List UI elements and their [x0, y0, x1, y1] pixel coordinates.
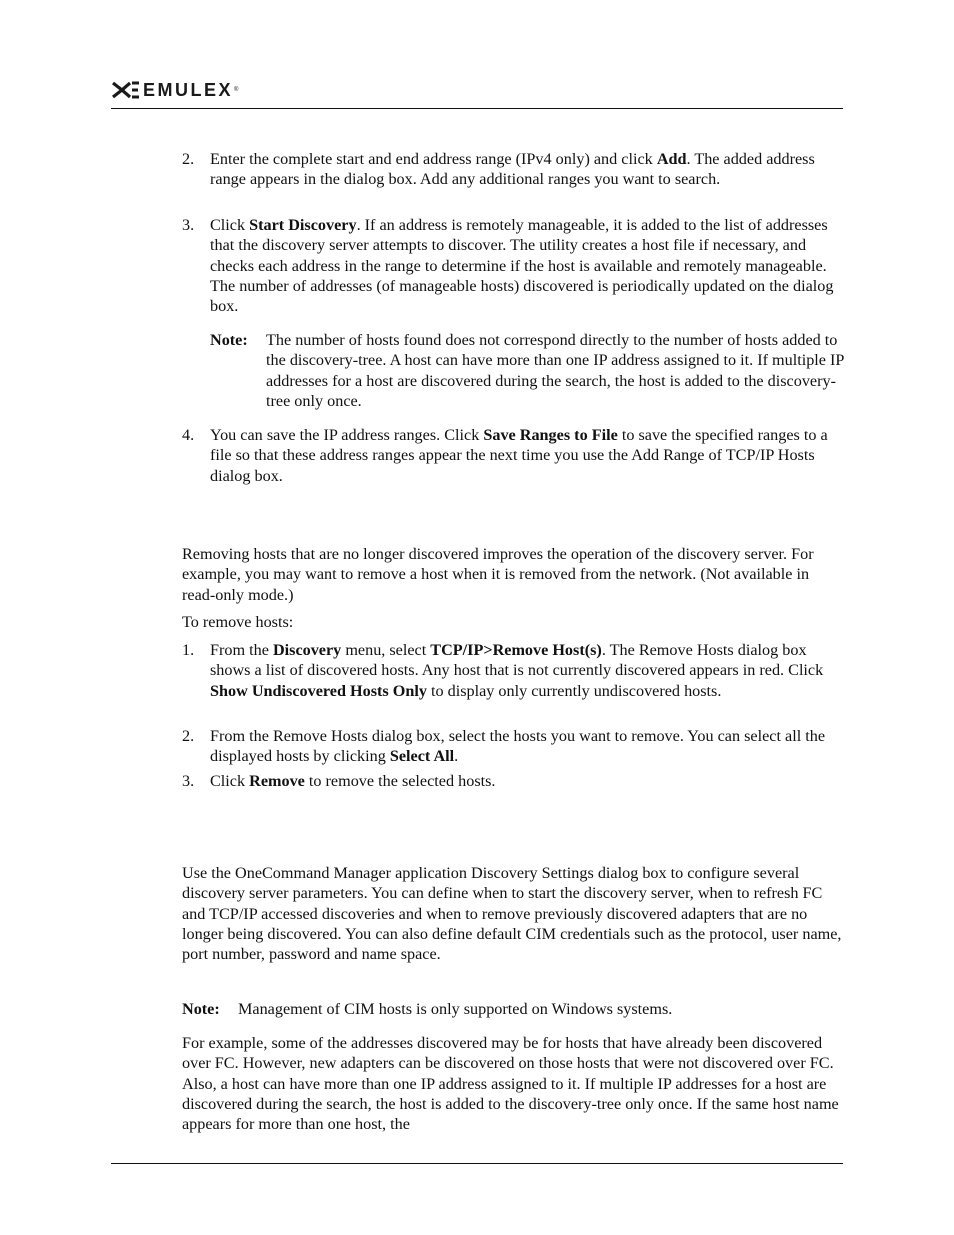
ui-term: Save Ranges to File [483, 426, 618, 444]
step-text: From the Discovery menu, select TCP/IP>Remove Host(s). The Remove Hosts dialog box shows a list of discovered hosts. Any host that is not currently discovered appears in red. Click Show Undiscovered Hosts Only to display only currently undiscovered hosts. [210, 641, 824, 700]
note-text: Management of CIM hosts is only supported on Windows systems. [238, 1000, 673, 1018]
step-text: Click Start Discovery. If an address is remotely manageable, it is added to the list of addresses that the discovery server attempts to discover. The utility creates a host file if necessary, and checks each address in the range to determine if the host is available and remotely manageable. The number of addresses (of manageable hosts) discovered is periodically updated on the dialog box. [210, 216, 834, 316]
ui-term: Add [656, 150, 687, 168]
step-text: Click Remove to remove the selected hosts. [210, 772, 496, 790]
discovery-settings-example: For example, some of the addresses discovered may be for hosts that have already been discovered over FC. However, new adapters can be discovered on those hosts that were not discovered over FC. Also, a host can have more than one IP address assigned to it. If multiple IP addresses for a host are discovered during the search, the host is added to the discovery-tree only once. If the same host name appears for more than one host, the [182, 1034, 839, 1134]
ui-term: Discovery [272, 641, 342, 659]
ui-term: Start Discovery [249, 216, 357, 234]
step-text: From the Remove Hosts dialog box, select the hosts you want to remove. You can select all the displayed hosts by clicking Select All. [210, 727, 826, 766]
ui-term: Show Undiscovered Hosts Only [210, 681, 427, 700]
ui-term: Select All [389, 747, 455, 766]
step-number: 2. [182, 727, 195, 745]
note-label: Note: [182, 1000, 220, 1018]
note-label: Note: [210, 331, 248, 349]
header-rule [111, 108, 843, 109]
footer-rule [111, 1163, 843, 1164]
remove-hosts-intro: Removing hosts that are no longer discovered improves the operation of the discovery server. For example, you may want to remove a host when it is removed from the network. (Not available in read-only mode.) [182, 545, 814, 604]
ui-term: Remove [249, 772, 305, 790]
remove-hosts-lead: To remove hosts: [182, 613, 294, 631]
discovery-settings-intro: Use the OneCommand Manager application Discovery Settings dialog box to configure several discovery server parameters. You can define when to start the discovery server, when to refresh FC and TCP/IP accessed discoveries and when to remove previously discovered adapters that are no longer being discovered. You can also define default CIM credentials such as the protocol, user name, port number, password and name space. [182, 864, 842, 964]
trademark-symbol: ® [234, 87, 239, 93]
step-text: Enter the complete start and end address range (IPv4 only) and click Add. The added address range appears in the dialog box. Add any additional ranges you want to search. [210, 150, 815, 189]
emulex-logo-icon [111, 80, 141, 100]
step-number: 1. [182, 641, 195, 659]
note-text: The number of hosts found does not correspond directly to the number of hosts added to the discovery-tree. A host can have more than one IP address assigned to it. If multiple IP addresses for a host are discovered during the search, the host is added to the discovery-tree only once. [266, 331, 844, 410]
ui-term: TCP/IP>Remove Host(s) [430, 641, 602, 659]
emulex-logo [111, 79, 238, 101]
step-text: You can save the IP address ranges. Click Save Ranges to File to save the specified ranges to a file so that these address ranges appear the next time you use the Add Range of TCP/IP Hosts dialog box. [210, 426, 828, 485]
step-number: 4. [182, 426, 195, 444]
step-number: 3. [182, 216, 195, 234]
step-number: 3. [182, 772, 195, 790]
logo-wordmark: EMULEX [143, 79, 234, 100]
step-number: 2. [182, 150, 195, 168]
